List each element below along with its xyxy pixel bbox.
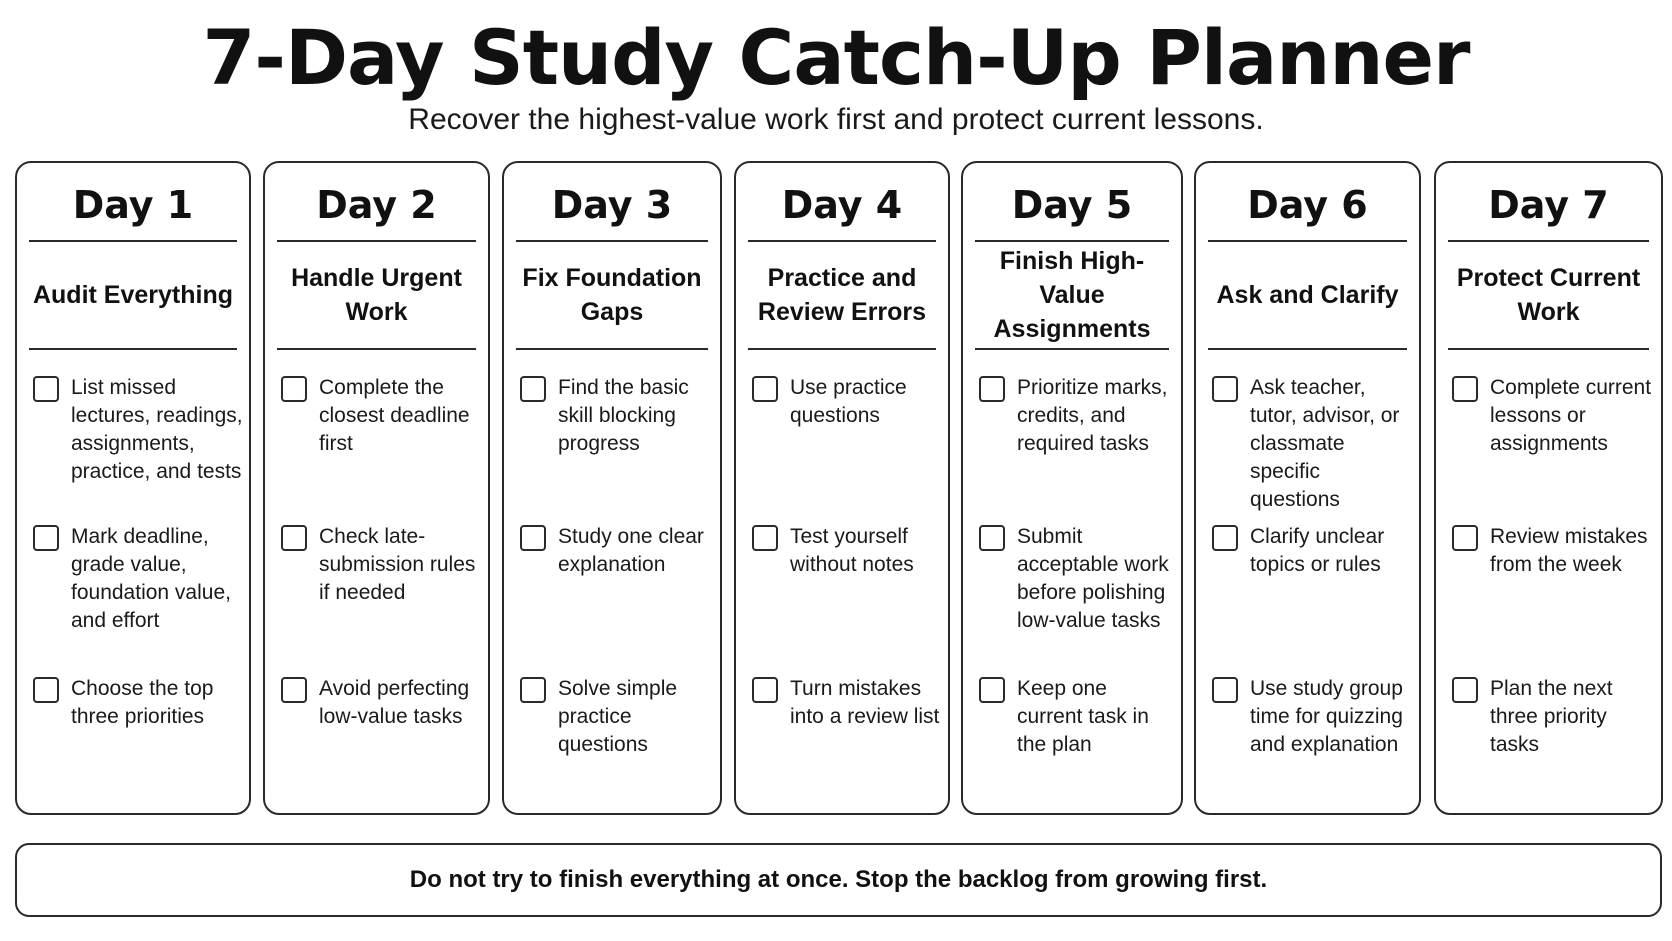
task-label: Turn mistakes into a review list: [790, 677, 940, 728]
task-item: [281, 374, 484, 458]
task-checkbox[interactable]: [752, 677, 778, 703]
day-heading: Day 7: [1488, 183, 1609, 227]
task-item: [1212, 374, 1415, 514]
task-checkbox[interactable]: [33, 677, 59, 703]
task-label: Study one clear explanation: [558, 525, 704, 576]
task-checkbox[interactable]: [1212, 677, 1238, 703]
day-heading: Day 6: [1247, 183, 1368, 227]
day-theme: Practice and Review Errors: [757, 264, 927, 326]
footer-text: Do not try to finish everything at once. Stop the backlog from growing first.: [409, 866, 1268, 893]
day-heading: Day 2: [316, 183, 437, 227]
task-label: Review mistakes from the week: [1490, 525, 1648, 576]
day-card-7: [1434, 161, 1663, 815]
task-item: [1452, 523, 1657, 579]
divider: [29, 348, 237, 350]
day-card-1: [15, 161, 251, 815]
divider: [1448, 348, 1649, 350]
task-label: Check late-submission rules if needed: [319, 525, 476, 604]
task-checkbox[interactable]: [1452, 525, 1478, 551]
task-checkbox[interactable]: [1212, 525, 1238, 551]
task-checkbox[interactable]: [752, 525, 778, 551]
day-card-6: [1194, 161, 1421, 815]
task-item: [752, 675, 944, 731]
task-item: [33, 523, 245, 635]
task-label: Submit acceptable work before polishing low-value tasks: [1017, 525, 1169, 632]
task-item: [979, 675, 1177, 759]
day-heading: Day 3: [551, 183, 673, 227]
task-checkbox[interactable]: [520, 376, 546, 402]
divider: [277, 348, 476, 350]
divider: [748, 240, 936, 242]
task-label: Choose the top three priorities: [71, 677, 214, 728]
task-label: Test yourself without notes: [790, 525, 914, 576]
divider: [1208, 240, 1407, 242]
task-label: Use practice questions: [790, 376, 907, 427]
task-item: [33, 374, 245, 486]
task-item: [33, 675, 245, 731]
task-item: [1212, 523, 1415, 579]
task-checkbox[interactable]: [1212, 376, 1238, 402]
task-checkbox[interactable]: [979, 677, 1005, 703]
task-item: [281, 675, 484, 731]
task-label: Mark deadline, grade value, foundation value, and effort: [71, 525, 231, 632]
divider: [516, 348, 708, 350]
divider: [748, 348, 936, 350]
task-checkbox[interactable]: [281, 376, 307, 402]
task-checkbox[interactable]: [1452, 677, 1478, 703]
task-item: [752, 374, 944, 430]
task-label: Ask teacher, tutor, advisor, or classmate specific questions: [1250, 376, 1400, 511]
task-label: Avoid perfecting low-value tasks: [319, 677, 470, 728]
day-theme: Audit Everything: [32, 281, 233, 309]
day-heading: Day 5: [1011, 183, 1133, 227]
task-item: [979, 523, 1177, 635]
task-item: [1212, 675, 1415, 759]
task-checkbox[interactable]: [520, 525, 546, 551]
task-item: [1452, 374, 1657, 458]
task-checkbox[interactable]: [752, 376, 778, 402]
task-label: Complete the closest deadline first: [319, 376, 470, 455]
task-checkbox[interactable]: [979, 525, 1005, 551]
day-card-3: [502, 161, 722, 815]
task-label: Solve simple practice questions: [558, 677, 678, 756]
task-checkbox[interactable]: [979, 376, 1005, 402]
footer-note: [15, 843, 1662, 917]
task-label: Prioritize marks, credits, and required tasks: [1017, 376, 1168, 455]
divider: [1208, 348, 1407, 350]
day-theme: Finish High-Value Assignments: [993, 247, 1151, 343]
divider: [975, 348, 1169, 350]
divider: [516, 240, 708, 242]
day-theme: Fix Foundation Gaps: [522, 264, 702, 326]
task-checkbox[interactable]: [281, 525, 307, 551]
day-theme: Protect Current Work: [1456, 264, 1641, 326]
day-card-5: [961, 161, 1183, 815]
page-subtitle: Recover the highest-value work first and protect current lessons.: [408, 103, 1264, 136]
task-label: Clarify unclear topics or rules: [1250, 525, 1385, 576]
task-item: [520, 374, 716, 458]
day-card-2: [263, 161, 490, 815]
task-label: Plan the next three priority tasks: [1490, 677, 1613, 756]
day-theme: Handle Urgent Work: [291, 264, 462, 326]
day-card-4: [734, 161, 950, 815]
task-checkbox[interactable]: [33, 376, 59, 402]
task-item: [520, 675, 716, 759]
task-label: Keep one current task in the plan: [1017, 677, 1149, 756]
task-label: Use study group time for quizzing and explanation: [1250, 677, 1403, 756]
task-item: [281, 523, 484, 607]
task-label: List missed lectures, readings, assignments, practice, and tests: [71, 376, 243, 483]
task-label: Find the basic skill blocking progress: [558, 376, 689, 455]
divider: [277, 240, 476, 242]
day-theme: Ask and Clarify: [1216, 281, 1399, 309]
task-item: [752, 523, 944, 579]
task-label: Complete current lessons or assignments: [1490, 376, 1652, 455]
task-item: [520, 523, 716, 579]
divider: [1448, 240, 1649, 242]
day-heading: Day 1: [72, 183, 194, 227]
divider: [29, 240, 237, 242]
task-item: [1452, 675, 1657, 759]
task-item: [979, 374, 1177, 458]
divider: [975, 240, 1169, 242]
task-checkbox[interactable]: [281, 677, 307, 703]
page-title: 7-Day Study Catch-Up Planner: [202, 13, 1470, 102]
task-checkbox[interactable]: [1452, 376, 1478, 402]
day-heading: Day 4: [781, 183, 903, 227]
task-checkbox[interactable]: [33, 525, 59, 551]
task-checkbox[interactable]: [520, 677, 546, 703]
